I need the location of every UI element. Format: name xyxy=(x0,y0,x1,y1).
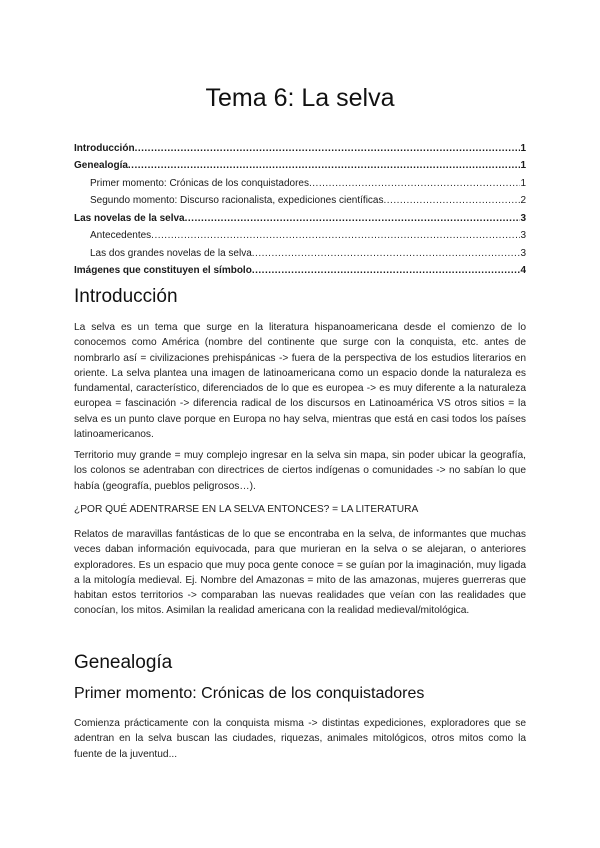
toc-entry-label: Las novelas de la selva xyxy=(74,212,185,224)
toc-leader-dots xyxy=(384,195,521,206)
toc-entry-page: 1 xyxy=(520,160,526,171)
toc-entry-label: Imágenes que constituyen el símbolo xyxy=(74,265,252,276)
toc-leader-dots xyxy=(151,230,520,241)
toc-entry-page: 4 xyxy=(520,265,526,276)
toc-entry-label: Genealogía xyxy=(74,160,128,171)
table-of-contents xyxy=(74,136,526,276)
toc-entry-page: 3 xyxy=(520,247,526,259)
toc-entry-page: 1 xyxy=(520,142,526,154)
toc-entry[interactable] xyxy=(74,241,526,259)
toc-leader-dots xyxy=(185,213,521,224)
toc-entry-label: Introducción xyxy=(74,142,135,154)
toc-entry[interactable] xyxy=(74,189,526,207)
toc-leader-dots xyxy=(252,265,521,276)
toc-leader-dots xyxy=(252,248,521,259)
intro-paragraph-2: Territorio muy grande = muy complejo ingresar en la selva sin mapa, sin poder ubicar la geografía, los colonos se adentraban con directrices de ciertos indígenas o comunidades -> no sabían lo que había (geografía, pueblos peligrosos…). xyxy=(74,450,526,492)
toc-entry-label: Primer momento: Crónicas de los conquistadores xyxy=(90,177,309,189)
section-heading-genealogia: Genealogía xyxy=(74,652,173,673)
toc-entry[interactable] xyxy=(74,259,526,277)
toc-entry-label: Antecedentes xyxy=(90,230,152,241)
toc-entry-page: 1 xyxy=(520,177,526,189)
toc-entry[interactable] xyxy=(74,224,526,242)
toc-entry-page: 3 xyxy=(520,212,526,224)
toc-entry[interactable] xyxy=(74,206,526,224)
toc-leader-dots xyxy=(135,143,521,154)
section-heading-introduccion: Introducción xyxy=(74,286,178,307)
subsection-heading-primer-momento: Primer momento: Crónicas de los conquistadores xyxy=(74,685,425,702)
toc-entry-label: Las dos grandes novelas de la selva xyxy=(90,247,252,259)
intro-question: ¿POR QUÉ ADENTRARSE EN LA SELVA ENTONCES? = LA LITERATURA xyxy=(74,504,419,515)
page-title: Tema 6: La selva xyxy=(205,84,395,112)
toc-leader-dots xyxy=(309,178,520,189)
toc-entry[interactable] xyxy=(74,171,526,189)
toc-entry[interactable] xyxy=(74,154,526,172)
toc-leader-dots xyxy=(128,160,521,171)
intro-paragraph-1: La selva es un tema que surge en la literatura hispanoamericana desde el comienzo de lo conocemos como América (nombre del continente que surge con la conquista, etc. antes de nombrarlo así = civilizaciones prehispánicas -> fuera de la perspectiva de los estudios literarios en oriente. La selva plantea una imagen de latinoamericana como un espacio donde la naturaleza es fundamental, característico, diferenciados de lo que es europea -> es muy diferente a la naturaleza europea = fascinación -> diferencia radical de los discursos en Latinoamérica VS otros sitios = la selva es un punto clave porque en Europa no hay selva, mientras que está en casi todos los países latinoamericanos. xyxy=(74,322,526,441)
genealogia-paragraph-1: Comienza prácticamente con la conquista misma -> distintas expediciones, exploradores que se adentran en la selva buscan las ciudades, riquezas, animales mitológicos, otros mitos como la fuente de la juventud... xyxy=(74,718,526,760)
toc-entry-label: Segundo momento: Discurso racionalista, expediciones científicas xyxy=(90,195,384,206)
toc-entry-page: 2 xyxy=(520,195,526,206)
toc-entry-page: 3 xyxy=(520,230,526,241)
toc-entry[interactable] xyxy=(74,136,526,154)
intro-paragraph-3: Relatos de maravillas fantásticas de lo que se encontraba en la selva, de informantes que muchas veces daban información equivocada, para que murieran en la selva o se alejaran, o anteriores exploradores. Es un espacio que muy poca gente conoce = se guían por la imaginación, muy ligada a la mitología medieval. Ej. Nombre del Amazonas = mito de las amazonas, mujeres guerreras que habitan estos territorios -> comparaban las nuevas realidades que veían con las realidades que conocían, los mitos. Asimilan la realidad americana con la realidad medieval/mitológica. xyxy=(74,529,526,617)
